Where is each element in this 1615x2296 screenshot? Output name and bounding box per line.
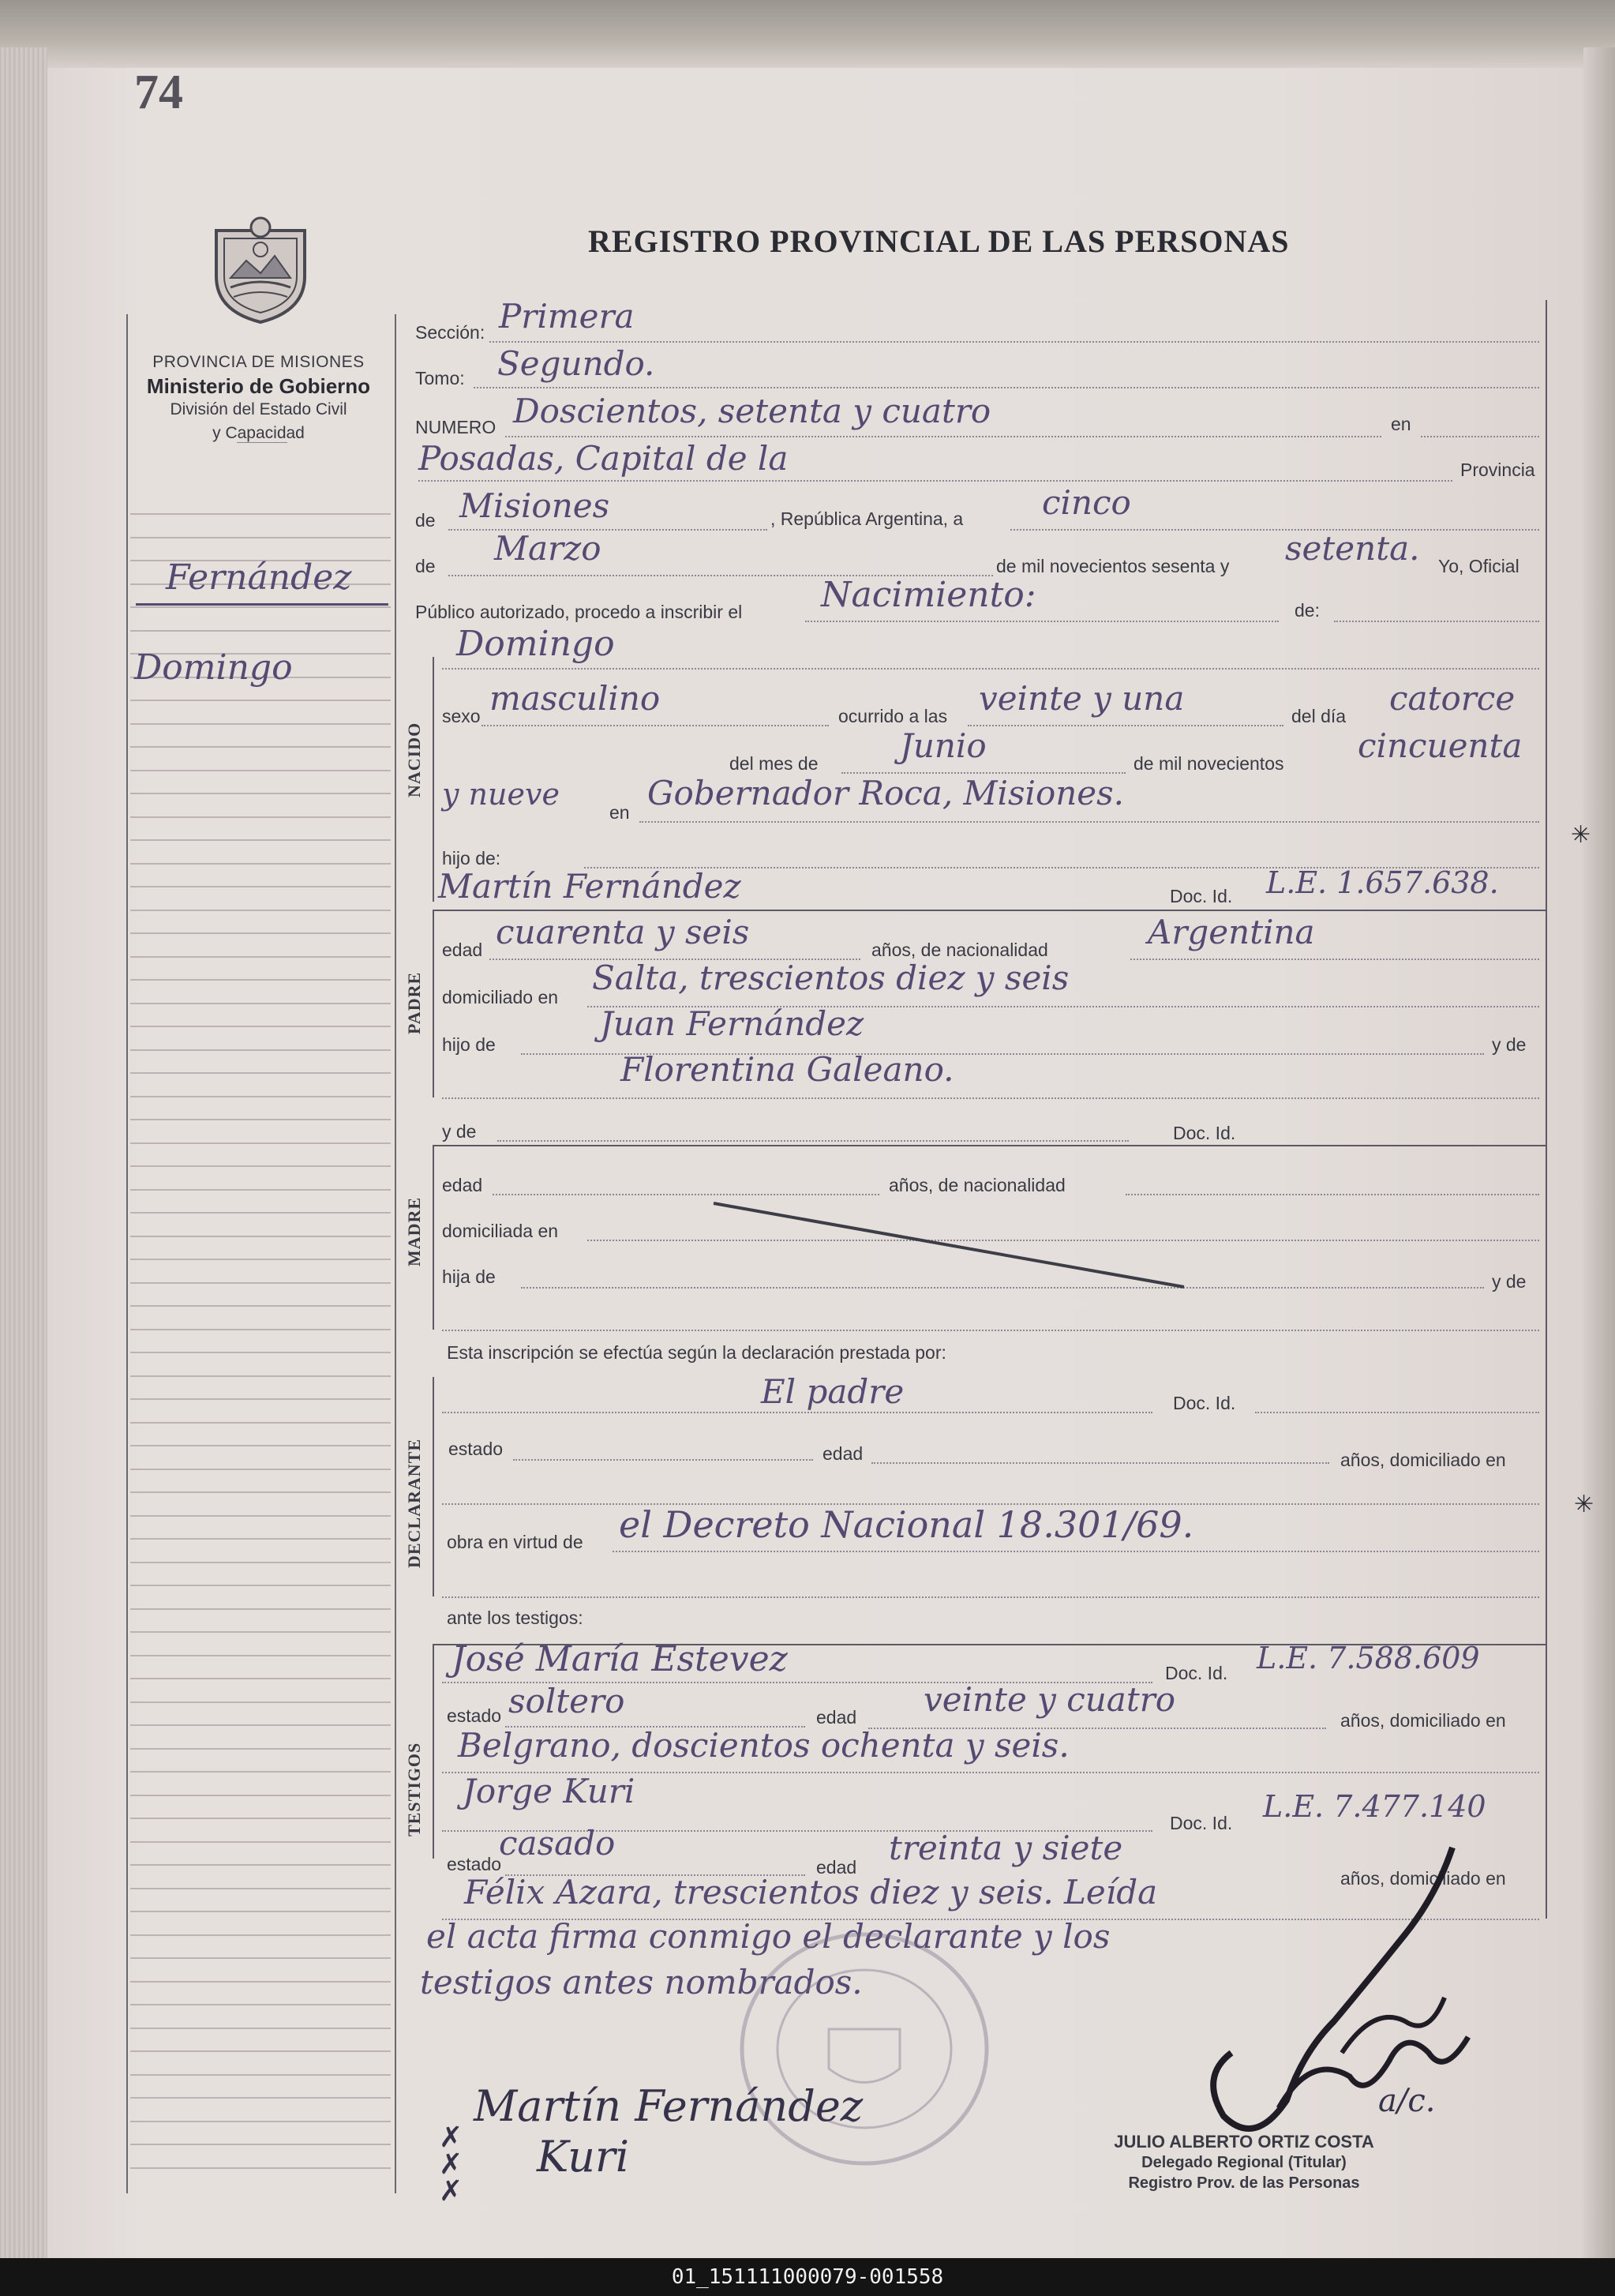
- label-en-nac: en: [609, 802, 630, 823]
- entry-cierre1: el acta firma conmigo el declarante y los: [426, 1917, 1111, 1956]
- label-madre-nac: años, de nacionalidad: [889, 1175, 1066, 1195]
- margin-ruled-line: [130, 1701, 391, 1703]
- line-declarante-edad: [871, 1462, 1329, 1464]
- margin-ruled-line: [130, 1236, 391, 1237]
- margin-ruled-line: [130, 1305, 391, 1307]
- entry-padre-edad: cuarenta y seis: [496, 913, 750, 951]
- label-yo-oficial: Yo, Oficial: [1438, 556, 1519, 576]
- entry-padre-nac: Argentina: [1148, 913, 1315, 951]
- label-hijo-de: hijo de:: [442, 848, 501, 869]
- entry-numero: Doscientos, setenta y cuatro: [513, 392, 991, 430]
- label-padre-dom: domiciliado en: [442, 987, 559, 1007]
- line-declarante: [442, 1412, 1152, 1413]
- officer-initials: a/c.: [1378, 2083, 1436, 2119]
- margin-ruled-line: [130, 1841, 391, 1843]
- entry-seccion: Primera: [499, 297, 635, 336]
- office-ministry: Ministerio de Gobierno: [146, 374, 371, 398]
- margin-ruled-line: [130, 1026, 391, 1027]
- margin-ruled-line: [130, 1864, 391, 1866]
- section-padre: PADRE: [404, 971, 424, 1034]
- label-testigo1-edad: edad: [816, 1707, 857, 1728]
- entry-ano: setenta.: [1285, 529, 1420, 568]
- margin-ruled-line: [130, 1142, 391, 1144]
- margin-ruled-line: [130, 1981, 391, 1983]
- margin-ruled-line: [130, 932, 391, 934]
- line-madre-nombre: [497, 1140, 1129, 1142]
- line-acto: [805, 621, 1279, 622]
- line-dia: [1010, 529, 1539, 531]
- label-padre-edad: edad: [442, 940, 483, 960]
- line-decreto: [613, 1551, 1539, 1552]
- entry-acto: Nacimiento:: [821, 575, 1036, 615]
- entry-nombre: Domingo: [456, 624, 615, 664]
- signature-testigo: Kuri: [537, 2132, 630, 2182]
- section-declarante: DECLARANTE: [404, 1438, 424, 1568]
- margin-ruled-line: [130, 1329, 391, 1330]
- entry-testigo1-edad: veinte y cuatro: [924, 1680, 1176, 1719]
- label-sexo: sexo: [442, 706, 481, 726]
- line-padre-nac: [1130, 959, 1539, 960]
- label-de-provincia: de: [415, 510, 436, 531]
- margin-ruled-line: [130, 1748, 391, 1750]
- label-ante-testigos: ante los testigos:: [447, 1608, 583, 1628]
- madre-top-rule: [433, 1145, 1546, 1146]
- label-de-mil-sesenta: de mil novecientos sesenta y: [996, 556, 1230, 576]
- margin-ruled-line: [130, 513, 391, 515]
- declarante-bracket: [433, 1377, 434, 1596]
- margin-ruled-line: [130, 1957, 391, 1959]
- entry-testigo1-doc: L.E. 7.588.609: [1257, 1641, 1480, 1675]
- madre-strikethrough: [710, 1191, 1192, 1293]
- label-testigo2-doc: Doc. Id.: [1170, 1813, 1233, 1833]
- label-de-mil: de mil novecientos: [1133, 753, 1284, 774]
- label-de-mes: de: [415, 556, 436, 576]
- entry-testigo2-estado: casado: [499, 1824, 616, 1863]
- entry-testigo2-dom: Félix Azara, trescientos diez y seis. Leída: [464, 1873, 1158, 1911]
- label-ocurrido: ocurrido a las: [838, 706, 948, 726]
- entry-abuela: Florentina Galeano.: [620, 1050, 954, 1089]
- margin-ruled-line: [130, 2004, 391, 2005]
- nacido-bracket: [433, 657, 434, 902]
- label-testigo1-anos: años, domiciliado en: [1340, 1710, 1506, 1731]
- margin-ruled-line: [130, 1491, 391, 1493]
- label-madre-dom: domiciliada en: [442, 1221, 559, 1241]
- label-del-dia: del día: [1291, 706, 1347, 726]
- line-seccion: [489, 341, 1539, 343]
- margin-right-rule: [395, 314, 396, 2193]
- label-testigo2-anos: años, domiciliado en: [1340, 1868, 1506, 1889]
- padre-top-rule: [433, 910, 1546, 911]
- label-testigo1-estado: estado: [447, 1705, 502, 1726]
- label-padre-hijo-de: hijo de: [442, 1034, 496, 1055]
- label-testigo2-edad: edad: [816, 1857, 857, 1878]
- entry-testigo1-dom: Belgrano, doscientos ochenta y seis.: [458, 1726, 1070, 1765]
- margin-ruled-line: [130, 1422, 391, 1424]
- margin-ruled-line: [130, 1888, 391, 1889]
- line-de: [1334, 621, 1539, 622]
- margin-ruled-line: [130, 1678, 391, 1679]
- line-decreto-2: [442, 1596, 1539, 1598]
- label-madre-y-de: y de: [442, 1121, 477, 1142]
- margin-ruled-line: [130, 979, 391, 981]
- margin-ruled-line: [130, 2028, 391, 2029]
- binder-hole-icon: ✳: [1571, 822, 1591, 848]
- label-numero: NUMERO: [415, 417, 496, 437]
- margin-ruled-line: [130, 1096, 391, 1097]
- label-declarante-estado: estado: [448, 1439, 504, 1459]
- officer-office: Registro Prov. de las Personas: [1128, 2174, 1360, 2192]
- line-abuela: [442, 1097, 1539, 1099]
- madre-bracket: [433, 1145, 434, 1330]
- label-y-de-padre: y de: [1492, 1034, 1527, 1055]
- margin-ruled-line: [130, 1631, 391, 1633]
- entry-mes-nac: Junio: [900, 726, 987, 765]
- entry-testigo2-doc: L.E. 7.477.140: [1263, 1789, 1486, 1824]
- entry-tomo: Segundo.: [497, 344, 655, 383]
- entry-dia-nac: catorce: [1389, 679, 1516, 718]
- margin-ruled-line: [130, 1515, 391, 1517]
- entry-dia: cinco: [1042, 483, 1131, 522]
- margin-ruled-line: [130, 2144, 391, 2145]
- line-lugar: [418, 480, 1452, 482]
- line-nombre: [442, 668, 1539, 670]
- padre-bracket: [433, 910, 434, 1097]
- witness-marks: ✗ ✗ ✗: [439, 2121, 463, 2207]
- margin-ruled-line: [130, 746, 391, 748]
- label-seccion: Sección:: [415, 322, 485, 343]
- margin-ruled-line: [130, 1375, 391, 1377]
- margin-ruled-line: [130, 1469, 391, 1470]
- page-edges-left: [0, 47, 47, 2258]
- label-declarante-edad: edad: [822, 1443, 864, 1464]
- label-madre-hija-de: hija de: [442, 1266, 496, 1287]
- entry-provincia: Misiones: [459, 486, 610, 525]
- entry-abuelo: Juan Fernández: [600, 1004, 864, 1043]
- entry-padre-dom: Salta, trescientos diez y seis: [592, 959, 1070, 997]
- margin-ruled-line: [130, 1049, 391, 1051]
- line-lugar-nac: [639, 821, 1539, 823]
- line-en: [1421, 436, 1539, 437]
- margin-ruled-line: [130, 1282, 391, 1284]
- label-publico: Público autorizado, procedo a inscribir el: [415, 602, 743, 622]
- office-division-2: y Capacidad: [212, 424, 305, 442]
- margin-ruled-line: [130, 1562, 391, 1563]
- page-title: REGISTRO PROVINCIAL DE LAS PERSONAS: [588, 223, 1290, 259]
- margin-given-name: Domingo: [134, 647, 293, 688]
- label-esta-inscripcion: Esta inscripción se efectúa según la declaración prestada por:: [447, 1342, 946, 1363]
- margin-ruled-line: [130, 700, 391, 701]
- margin-ruled-line: [130, 1119, 391, 1120]
- label-republica: , República Argentina, a: [770, 508, 964, 529]
- entry-testigo2-edad: treinta y siete: [889, 1829, 1123, 1867]
- entry-padre-nombre: Martín Fernández: [438, 867, 741, 906]
- entry-declarante: El padre: [761, 1372, 905, 1411]
- office-block: [126, 351, 391, 445]
- province-emblem-icon: [207, 215, 314, 325]
- office-divider: [237, 442, 287, 443]
- label-obra: obra en virtud de: [447, 1532, 583, 1552]
- entry-testigo2: Jorge Kuri: [463, 1772, 635, 1810]
- entry-ano-nac2: y nueve: [442, 777, 560, 812]
- entry-testigo1-estado: soltero: [508, 1682, 625, 1720]
- margin-ruled-line: [130, 1795, 391, 1796]
- margin-ruled-line: [130, 2074, 391, 2076]
- entry-lugar: Posadas, Capital de la: [418, 439, 789, 478]
- label-tomo: Tomo:: [415, 368, 465, 388]
- margin-ruled-line: [130, 816, 391, 818]
- line-declarante-estado: [513, 1459, 813, 1461]
- label-en: en: [1391, 414, 1411, 434]
- label-testigo1-doc: Doc. Id.: [1165, 1663, 1228, 1683]
- label-madre-y-de: y de: [1492, 1271, 1527, 1292]
- section-nacido: NACIDO: [404, 722, 424, 797]
- margin-ruled-line: [130, 1398, 391, 1400]
- margin-ruled-line: [130, 1818, 391, 1819]
- label-padre-doc: Doc. Id.: [1170, 886, 1233, 906]
- margin-ruled-line: [130, 1585, 391, 1586]
- office-division: División del Estado Civil: [170, 400, 347, 418]
- entry-testigo1: José María Estevez: [452, 1639, 788, 1679]
- label-de-colon: de:: [1295, 600, 1320, 621]
- image-id-footer: 01_151111000079-001558: [0, 2258, 1615, 2296]
- margin-ruled-line: [130, 2050, 391, 2052]
- margin-ruled-line: [130, 630, 391, 632]
- label-padre-nac: años, de nacionalidad: [871, 940, 1048, 960]
- entry-padre-doc: L.E. 1.657.638.: [1266, 865, 1499, 900]
- margin-ruled-line: [130, 1724, 391, 1726]
- official-seal-icon: [734, 1926, 995, 2171]
- line-tomo: [474, 387, 1539, 388]
- label-declarante-doc: Doc. Id.: [1173, 1393, 1236, 1413]
- testigos-bracket: [433, 1644, 434, 1859]
- line-hora: [968, 725, 1283, 726]
- margin-ruled-line: [130, 2167, 391, 2169]
- entry-lugar-nac: Gobernador Roca, Misiones.: [647, 774, 1125, 812]
- section-madre: MADRE: [404, 1196, 424, 1266]
- signature-declarante: Martín Fernández: [474, 2081, 864, 2131]
- label-madre-edad: edad: [442, 1175, 483, 1195]
- margin-ruled-line: [130, 1445, 391, 1446]
- margin-ruled-line: [130, 1911, 391, 1912]
- form-right-rule: [1546, 300, 1547, 1919]
- margin-ruled-line: [130, 910, 391, 911]
- margin-ruled-line: [130, 1352, 391, 1353]
- page-edge-right: [1583, 47, 1615, 2258]
- margin-ruled-line: [130, 1165, 391, 1167]
- margin-ruled-line: [130, 1655, 391, 1656]
- office-province: PROVINCIA DE MISIONES: [152, 353, 365, 371]
- margin-ruled-line: [130, 1608, 391, 1610]
- line-declarante-doc: [1255, 1412, 1539, 1413]
- margin-ruled-line: [130, 1259, 391, 1260]
- margin-ruled-line: [130, 956, 391, 958]
- entry-cierre2: testigos antes nombrados.: [420, 1963, 863, 2001]
- line-madre-abuela: [442, 1330, 1539, 1331]
- officer-title: Delegado Regional (Titular): [1141, 2154, 1347, 2171]
- margin-ruled-line: [130, 537, 391, 538]
- entry-decreto: el Decreto Nacional 18.301/69.: [619, 1503, 1194, 1546]
- entry-ano-nac: cincuenta: [1358, 726, 1523, 765]
- entry-sexo: masculino: [489, 679, 661, 718]
- binder-hole-icon: ✳: [1574, 1491, 1594, 1518]
- margin-ruled-line: [130, 839, 391, 841]
- margin-ruled-line: [130, 1003, 391, 1004]
- margin-ruled-line: [130, 1538, 391, 1540]
- margin-ruled-line: [130, 606, 391, 608]
- margin-ruled-line: [130, 886, 391, 887]
- margin-ruled-line: [130, 1934, 391, 1936]
- page-number: 74: [134, 66, 183, 119]
- officer-name: JULIO ALBERTO ORTIZ COSTA: [1114, 2132, 1374, 2152]
- binding-top: [0, 0, 1615, 68]
- margin-ruled-line: [130, 863, 391, 865]
- margin-ruled-line: [130, 723, 391, 725]
- label-provincia: Provincia: [1460, 460, 1535, 480]
- margin-ruled-line: [130, 1189, 391, 1191]
- label-testigo2-estado: estado: [447, 1854, 502, 1874]
- margin-surname-underline: [136, 603, 388, 606]
- label-madre-doc: Doc. Id.: [1173, 1123, 1236, 1143]
- margin-ruled-line: [130, 1072, 391, 1074]
- entry-mes: Marzo: [494, 529, 601, 568]
- section-testigos: TESTIGOS: [404, 1742, 424, 1836]
- margin-ruled-line: [130, 2097, 391, 2099]
- officer-signature-icon: [1168, 1816, 1492, 2155]
- line-sexo: [482, 725, 829, 726]
- margin-ruled-line: [130, 770, 391, 771]
- label-declarante-anos: años, domiciliado en: [1340, 1450, 1506, 1470]
- margin-surname: Fernández: [166, 557, 352, 598]
- margin-left-rule: [126, 314, 128, 2193]
- margin-ruled-line: [130, 2121, 391, 2122]
- margin-ruled-line: [130, 1212, 391, 1214]
- officer-stamp: [1070, 2132, 1418, 2193]
- entry-hora: veinte y una: [979, 679, 1185, 718]
- margin-ruled-line: [130, 1771, 391, 1773]
- line-numero: [505, 436, 1381, 437]
- margin-ruled-line: [130, 793, 391, 794]
- label-del-mes: del mes de: [729, 753, 819, 774]
